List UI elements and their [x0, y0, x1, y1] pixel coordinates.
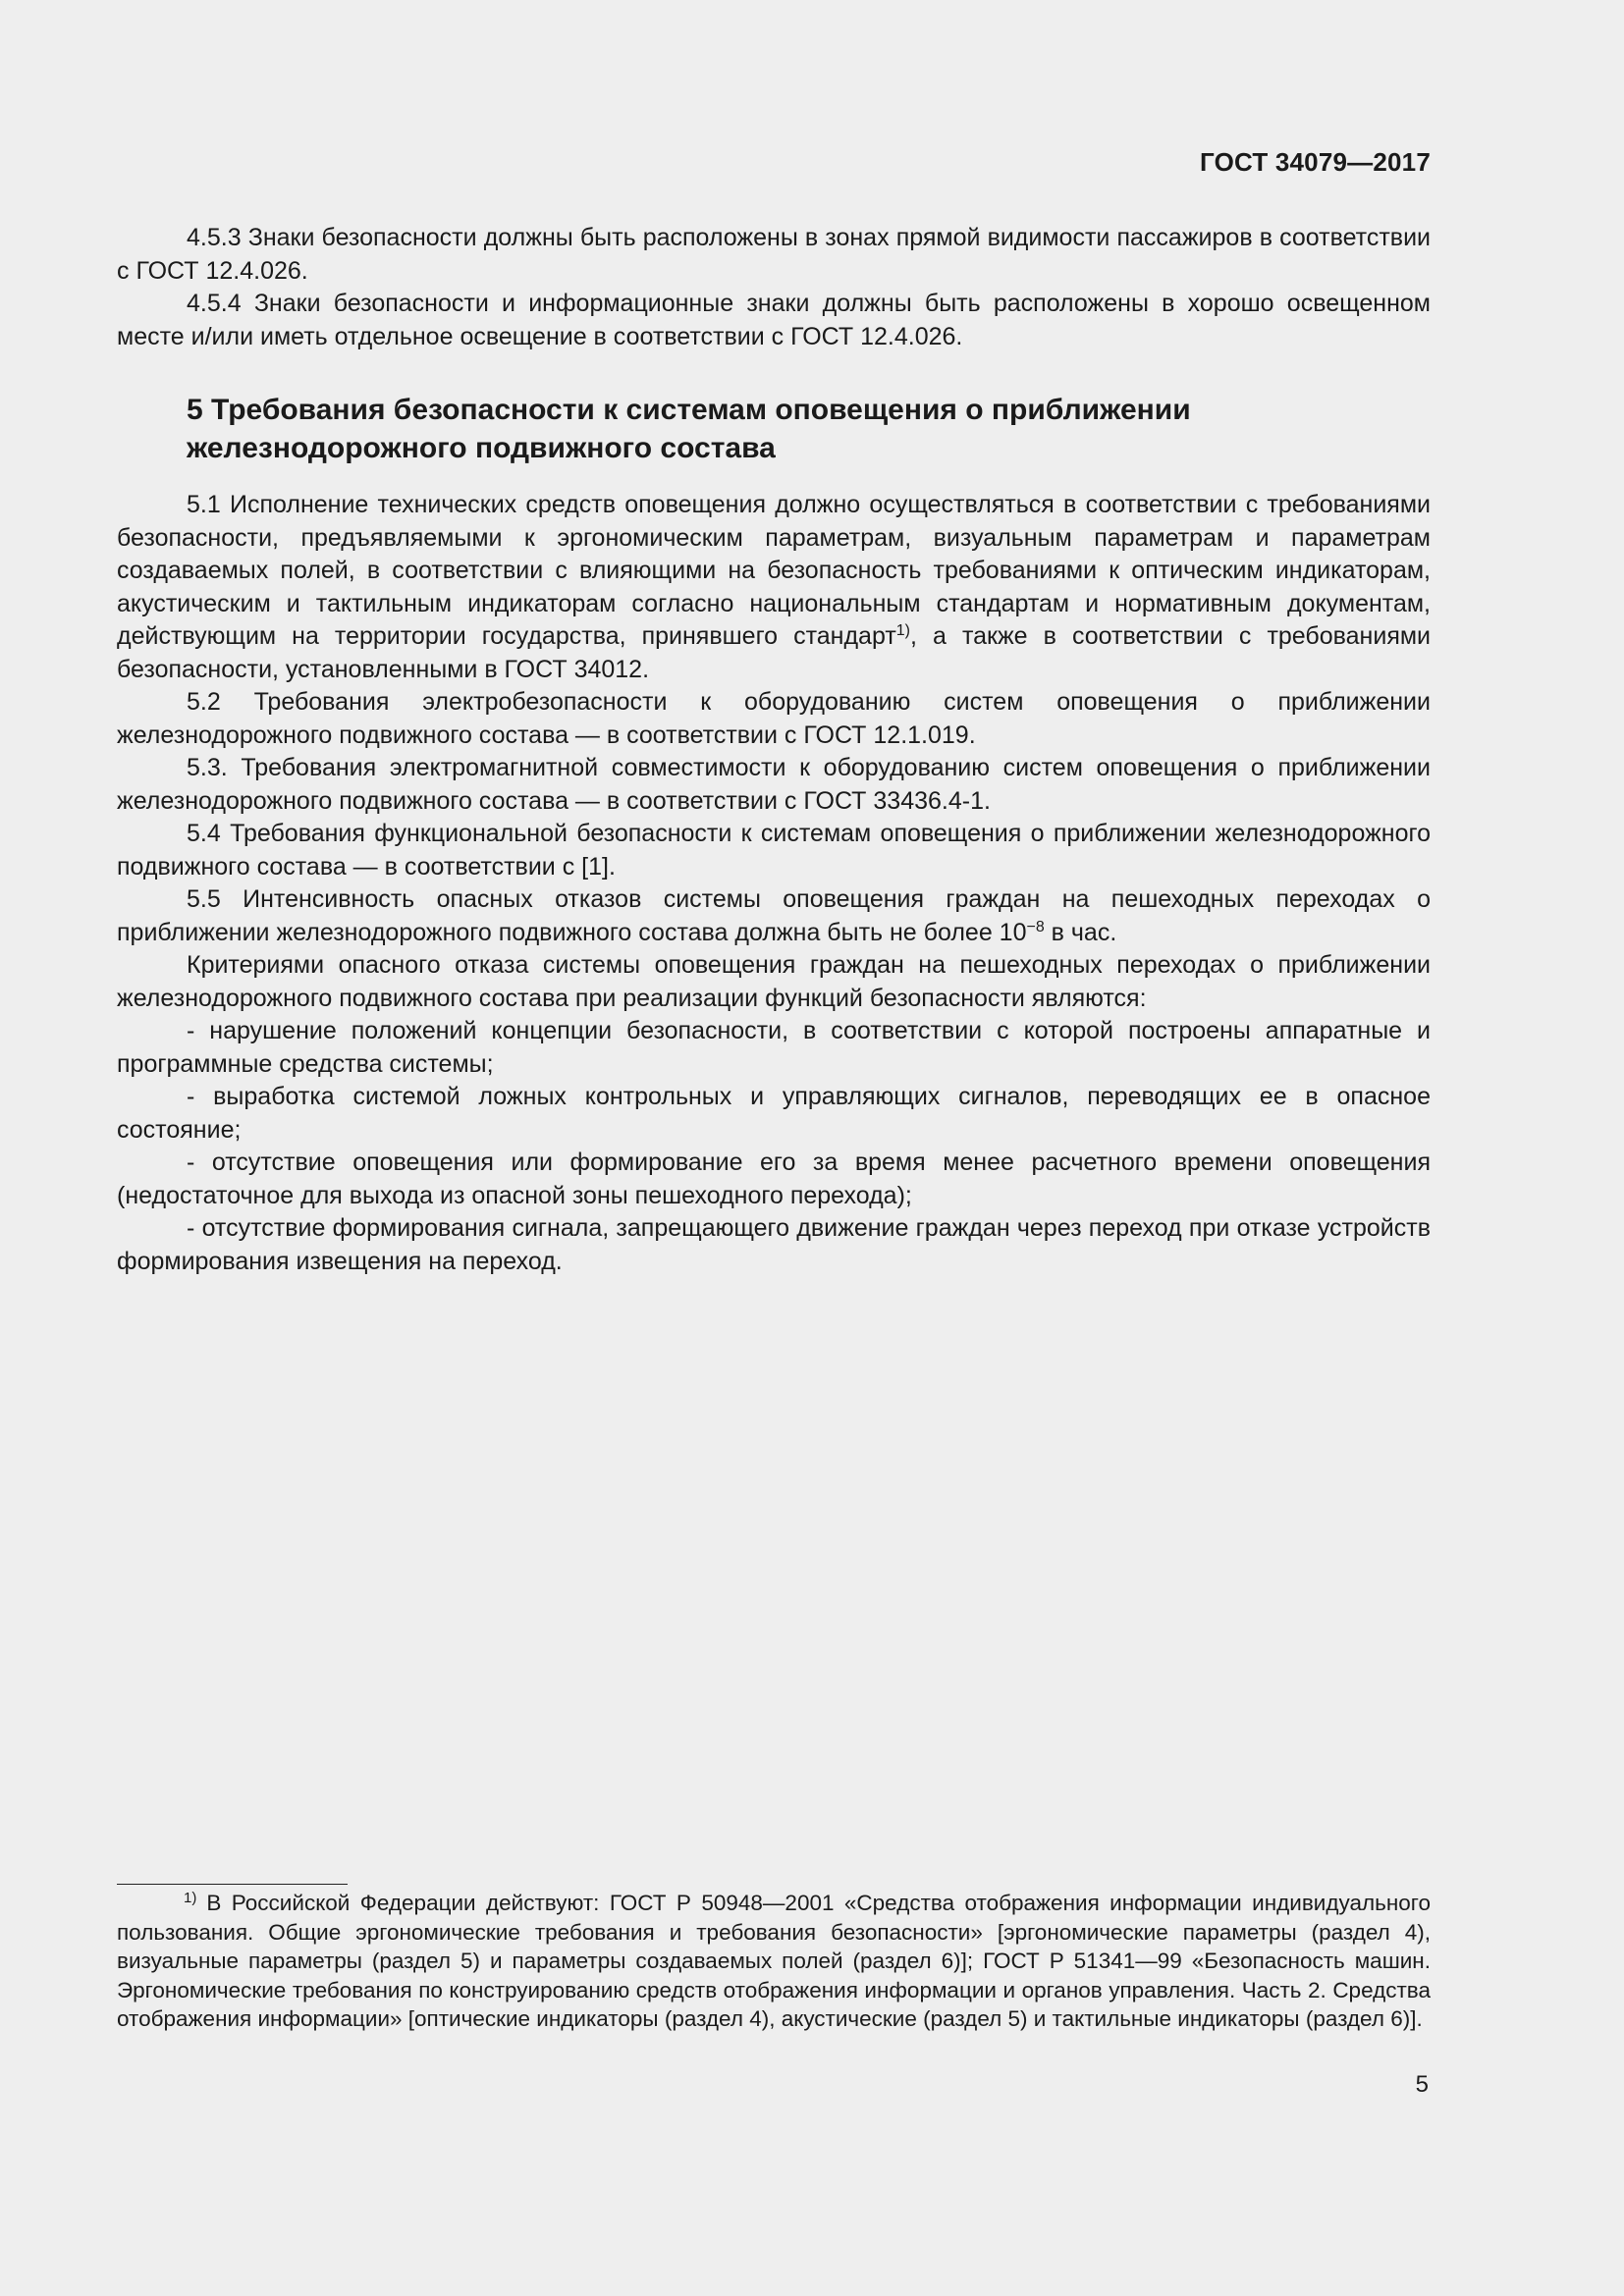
page-number: 5 [1415, 2071, 1429, 2098]
footnote-separator [117, 1884, 348, 1885]
document-body [117, 222, 1431, 1278]
criteria-item-4: - отсутствие формирования сигнала, запрещающего движение граждан через переход при отказе устройств формирования извещения на переход. [117, 1214, 1431, 1275]
paragraph-5-5-text: 5.5 Интенсивность опасных отказов системы оповещения граждан на пешеходных переходах о приближении железнодорожного подвижного состава должна быть не более 10 [117, 885, 1431, 946]
footnote [117, 1889, 1431, 2034]
paragraph-5-2: 5.2 Требования электробезопасности к оборудованию систем оповещения о приближении железнодорожного подвижного состава — в соответствии с ГОСТ 12.1.019. [117, 688, 1431, 749]
paragraph-5-1-text-after: , а также в соответствии с требованиями безопасности, установленными в ГОСТ 34012. [117, 622, 1432, 683]
paragraph-5-5-text-after: в час. [1044, 918, 1117, 946]
document-code-header: ГОСТ 34079—2017 [1200, 147, 1431, 177]
paragraph-4-5-3: 4.5.3 Знаки безопасности должны быть расположены в зонах прямой видимости пассажиров в соответствии с ГОСТ 12.4.026. [117, 224, 1431, 285]
paragraph-5-5 [117, 883, 1431, 949]
paragraph-5-4: 5.4 Требования функциональной безопасности к системам оповещения о приближении железнодорожного подвижного состава — в соответствии с [1]. [117, 820, 1431, 881]
paragraph-criteria-intro: Критериями опасного отказа системы оповещения граждан на пешеходных переходах о приближении железнодорожного подвижного состава при реализации функций безопасности являются: [117, 951, 1431, 1012]
exponent: −8 [1026, 918, 1045, 935]
section-5-title: 5 Требования безопасности к системам оповещения о приближении железнодорожного подвижного состава [187, 394, 1191, 464]
criteria-item-1: - нарушение положений концепции безопасности, в соответствии с которой построены аппаратные и программные средства системы; [117, 1017, 1431, 1078]
paragraph-5-1 [117, 489, 1431, 686]
footnote-reference: 1) [895, 622, 911, 639]
criteria-item-2: - выработка системой ложных контрольных и управляющих сигналов, переводящих ее в опасное состояние; [117, 1083, 1431, 1144]
footnote-text: В Российской Федерации действуют: ГОСТ Р 50948—2001 «Средства отображения информации индивидуального пользования. Общие эргономические требования и требования безопасности» [эргономические параметры (раздел 4), визуальные параметры (раздел 5) и параметры создаваемых полей (раздел 6)]; ГОСТ Р 51341—99 «Безопасность машин. Эргономические требования по конструированию средств отображения информации и органов управления. Часть 2. Средства отображения информации» [оптические индикаторы (раздел 4), акустические (раздел 5) и тактильные индикаторы (раздел 6)]. [117, 1891, 1431, 2031]
paragraph-5-1-text: 5.1 Исполнение технических средств оповещения должно осуществляться в соответствии с требованиями безопасности, предъявляемыми к эргономическим параметрам, визуальным параметрам и параметрам создаваемых полей, в соответствии с влияющими на безопасность требованиями к оптическим индикаторам, акустическим и тактильным индикаторам согласно национальным стандартам и нормативным документам, действующим на территории государства, принявшего стандарт [117, 491, 1431, 650]
paragraph-5-3: 5.3. Требования электромагнитной совместимости к оборудованию систем оповещения о приближении железнодорожного подвижного состава — в соответствии с ГОСТ 33436.4-1. [117, 754, 1431, 815]
paragraph-4-5-4: 4.5.4 Знаки безопасности и информационные знаки должны быть расположены в хорошо освещенном месте и/или иметь отдельное освещение в соответствии с ГОСТ 12.4.026. [117, 290, 1431, 350]
footnote-mark: 1) [184, 1890, 197, 1906]
criteria-item-3: - отсутствие оповещения или формирование его за время менее расчетного времени оповещения (недостаточное для выхода из опасной зоны пешеходного перехода); [117, 1148, 1431, 1209]
